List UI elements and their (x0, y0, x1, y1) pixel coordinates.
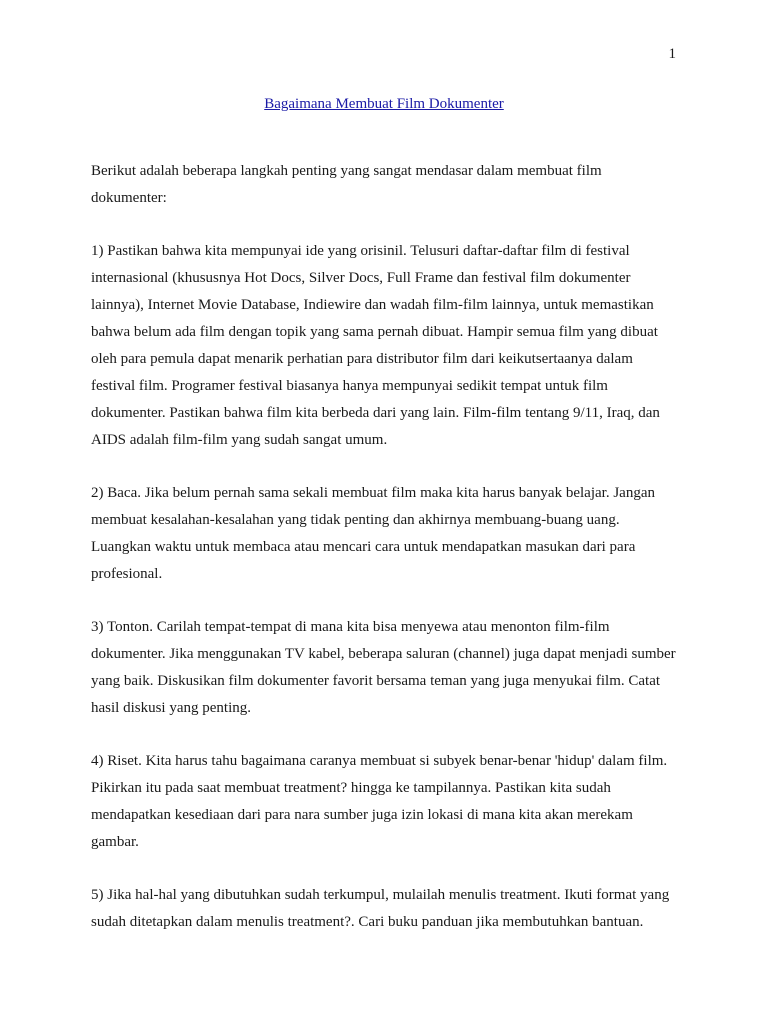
text-line: 1) Pastikan bahwa kita mempunyai ide yang orisinil. Telusuri daftar-daftar film di festival (91, 243, 630, 259)
paragraph (91, 748, 691, 856)
text-line: bahwa belum ada film dengan topik yang sama pernah dibuat. Hampir semua film yang dibuat (91, 324, 658, 340)
document-title[interactable]: Bagaimana Membuat Film Dokumenter (264, 96, 504, 112)
text-line: gambar. (91, 834, 139, 850)
text-line: Pikirkan itu pada saat membuat treatment? hingga ke tampilannya. Pastikan kita sudah (91, 780, 611, 796)
text-line: lainnya), Internet Movie Database, Indiewire dan wadah film-film lainnya, untuk memastikan (91, 297, 654, 313)
text-line: 5) Jika hal-hal yang dibutuhkan sudah terkumpul, mulailah menulis treatment. Ikuti format yang (91, 887, 670, 903)
text-line: yang baik. Diskusikan film dokumenter favorit bersama teman yang juga menyukai film. Catat (91, 673, 661, 689)
text-line: hasil diskusi yang penting. (91, 700, 251, 716)
text-line: membuat kesalahan-kesalahan yang tidak penting dan akhirnya membuang-buang uang. (91, 512, 620, 528)
text-line: dokumenter: (91, 190, 167, 206)
page-number: 1 (668, 46, 676, 62)
text-line: profesional. (91, 566, 163, 582)
text-line: 4) Riset. Kita harus tahu bagaimana caranya membuat si subyek benar-benar 'hidup' dalam film. (91, 753, 668, 769)
paragraph (91, 882, 691, 936)
text-line: festival film. Programer festival biasanya hanya mempunyai sedikit tempat untuk film (91, 378, 608, 394)
paragraph (91, 480, 691, 588)
paragraph (91, 158, 691, 212)
text-line: dokumenter. Pastikan bahwa film kita berbeda dari yang lain. Film-film tentang 9/11, Iraq, dan (91, 405, 660, 421)
text-line: internasional (khususnya Hot Docs, Silver Docs, Full Frame dan festival film dokumenter (91, 270, 631, 286)
document-body (91, 158, 691, 962)
text-line: Luangkan waktu untuk membaca atau mencari cara untuk mendapatkan masukan dari para (91, 539, 636, 555)
text-line: 3) Tonton. Carilah tempat-tempat di mana kita bisa menyewa atau menonton film-film (91, 619, 610, 635)
text-line: Berikut adalah beberapa langkah penting yang sangat mendasar dalam membuat film (91, 163, 602, 179)
paragraph (91, 238, 691, 454)
text-line: mendapatkan kesediaan dari para nara sumber juga izin lokasi di mana kita akan merekam (91, 807, 633, 823)
text-line: sudah ditetapkan dalam menulis treatment?. Cari buku panduan jika membutuhkan bantuan. (91, 914, 644, 930)
text-line: AIDS adalah film-film yang sudah sangat umum. (91, 432, 388, 448)
paragraph (91, 614, 691, 722)
text-line: dokumenter. Jika menggunakan TV kabel, beberapa saluran (channel) juga dapat menjadi sumber (91, 646, 676, 662)
text-line: oleh para pemula dapat menarik perhatian para distributor film dari keikutsertaanya dalam (91, 351, 633, 367)
text-line: 2) Baca. Jika belum pernah sama sekali membuat film maka kita harus banyak belajar. Jangan (91, 485, 655, 501)
